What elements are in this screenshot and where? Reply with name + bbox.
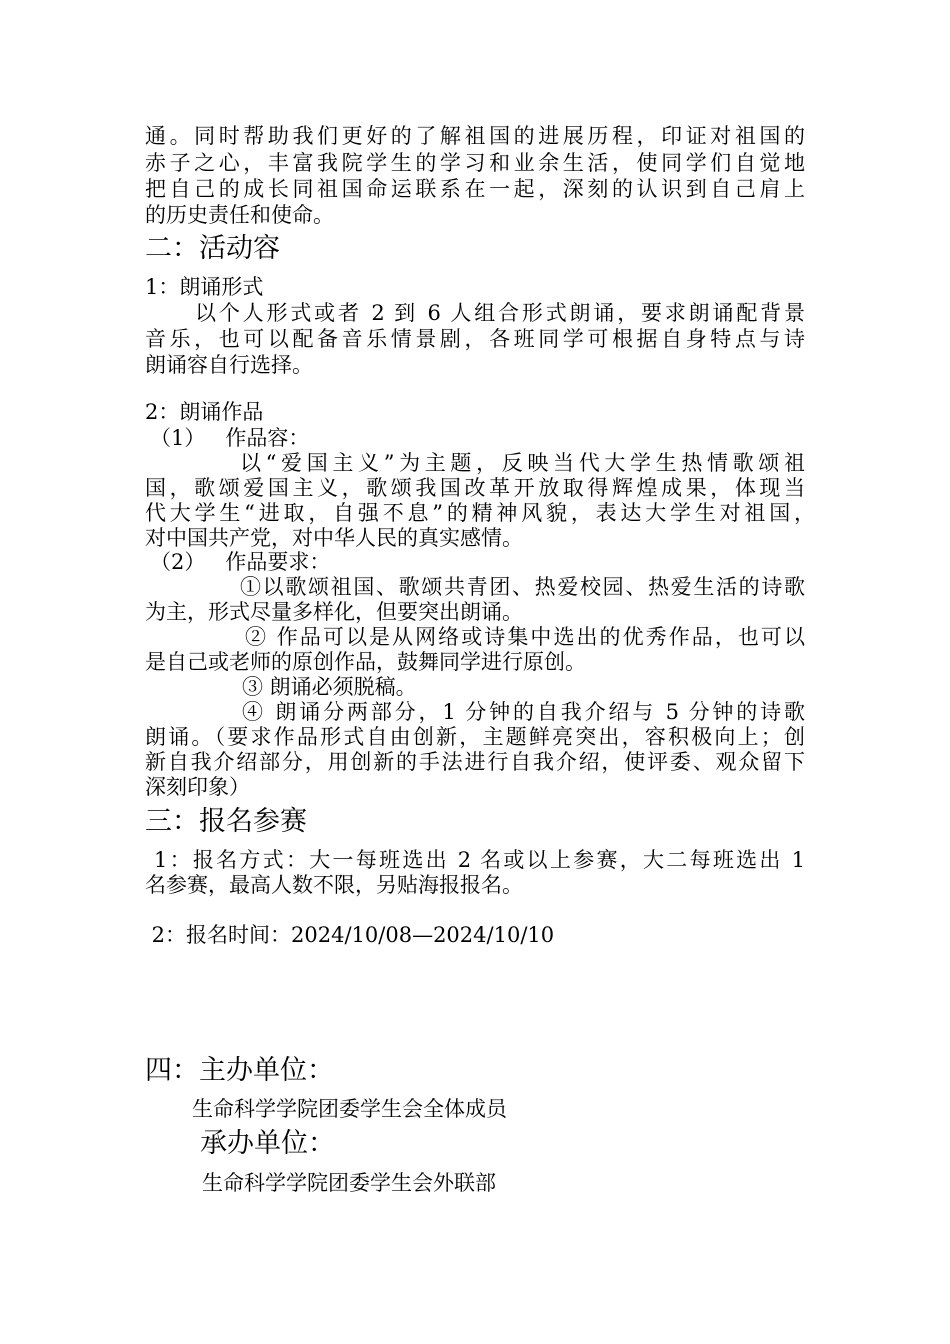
sub-label: （1） 作品容： [150,426,310,450]
requirement-line: ①以歌颂祖国、歌颂共青团、热爱校园、热爱生活的诗歌 [240,575,805,599]
section-heading-activities: 二：活动容 [145,233,280,264]
item-title: 1：朗诵形式 [145,275,264,299]
paragraph-line: 朗诵容自行选择。 [145,353,313,377]
section-heading-host: 四：主办单位： [145,1055,334,1086]
sub-label: （2） 作品要求： [150,550,331,574]
intro-line: 把自己的成长同祖国命运联系在一起，深刻的认识到自己肩上 [145,177,805,201]
paragraph-line: 音乐，也可以配备音乐情景剧，各班同学可根据自身特点与诗 [145,327,805,351]
requirement-line: 为主，形式尽量多样化，但要突出朗诵。 [145,600,523,624]
requirement-line: ④ 朗诵分两部分，1 分钟的自我介绍与 5 分钟的诗歌 [242,700,805,724]
organizer-label: 承办单位： [200,1128,335,1159]
paragraph-line: 国，歌颂爱国主义，歌颂我国改革开放取得辉煌成果，体现当 [145,476,805,500]
section-heading-registration: 三：报名参赛 [145,806,307,837]
requirement-line: ② 作品可以是从网络或诗集中选出的优秀作品，也可以 [245,625,805,649]
requirement-line: 朗诵。（要求作品形式自由创新，主题鲜亮突出，容积极向上；创 [145,725,805,749]
intro-line: 赤子之心，丰富我院学生的学习和业余生活，使同学们自觉地 [145,151,805,175]
requirement-line: 是自己或老师的原创作品，鼓舞同学进行原创。 [145,650,586,674]
intro-line: 通。同时帮助我们更好的了解祖国的进展历程，印证对祖国的 [145,124,805,148]
requirement-line: 新自我介绍部分，用创新的手法进行自我介绍，使评委、观众留下 [145,750,805,774]
registration-method: 1：报名方式：大一每班选出 2 名或以上参赛，大二每班选出 1 [145,848,805,872]
intro-line: 的历史责任和使命。 [145,203,334,227]
host-unit: 生命科学学院团委学生会全体成员 [192,1097,507,1121]
organizer-unit: 生命科学学院团委学生会外联部 [202,1171,496,1195]
registration-method: 名参赛，最高人数不限，另贴海报报名。 [145,873,523,897]
paragraph-line: 以“爱国主义”为主题，反映当代大学生热情歌颂祖 [240,451,805,475]
requirement-line: ③ 朗诵必须脱稿。 [242,675,417,699]
requirement-line: 深刻印象） [145,775,250,799]
paragraph-line: 对中国共产党，对中华人民的真实感情。 [145,526,523,550]
registration-time: 2：报名时间：2024/10/08—2024/10/10 [145,923,555,947]
paragraph-line: 代大学生“进取，自强不息”的精神风貌，表达大学生对祖国， [145,501,815,525]
item-title: 2：朗诵作品 [145,400,264,424]
paragraph-line: 以个人形式或者 2 到 6 人组合形式朗诵，要求朗诵配背景 [195,301,805,325]
